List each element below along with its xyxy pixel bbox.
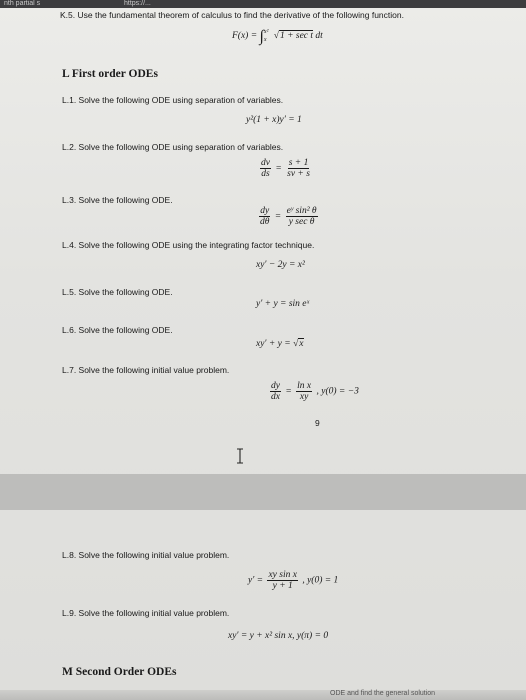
l8-prompt: L.8. Solve the following initial value problem. bbox=[62, 550, 230, 560]
l3-lhs-fraction bbox=[259, 206, 270, 227]
sqrt-icon: √ bbox=[293, 339, 299, 349]
l1-equation: y²(1 + x)y′ = 1 bbox=[246, 115, 302, 125]
top-strip bbox=[0, 0, 526, 8]
k5-eq-lhs: F(x) = bbox=[232, 31, 258, 42]
k5-equation bbox=[232, 28, 323, 46]
k5-prompt: K.5. Use the fundamental theorem of calculus to find the derivative of the following function. bbox=[60, 10, 404, 20]
l8-lhs: y′ = bbox=[248, 575, 264, 586]
l2-rhs-den: sv + s bbox=[287, 169, 310, 179]
l8-rhs-num: xy sin x bbox=[268, 570, 297, 580]
page-gap bbox=[0, 474, 526, 510]
l3-prompt: L.3. Solve the following ODE. bbox=[62, 195, 173, 205]
l7-rhs-den: xy bbox=[299, 392, 309, 402]
l3-equation: $\frac{dy}{d\theta}$ = $\frac{\text{eʸ sin² θ}}{\text{y sec θ}}$ bbox=[260, 206, 317, 227]
l4-equation: xy′ − 2y = x² bbox=[256, 260, 305, 270]
l3-lhs-den: dθ bbox=[260, 217, 270, 227]
section-l-title: L First order ODEs bbox=[62, 68, 158, 80]
l1-prompt: L.1. Solve the following ODE using separation of variables. bbox=[62, 95, 284, 105]
l3-rhs-den: y sec θ bbox=[288, 217, 315, 227]
l3-rhs-fraction bbox=[286, 206, 318, 227]
l8-rhs-den: y + 1 bbox=[272, 581, 293, 591]
l7-lhs-fraction bbox=[270, 381, 281, 402]
l7-rhs-fraction bbox=[296, 381, 312, 402]
k5-dt: dt bbox=[315, 31, 323, 42]
integral-sign-icon: ∫ bbox=[259, 28, 264, 46]
l6-eq-sqrt: x bbox=[299, 339, 304, 349]
l4-prompt: L.4. Solve the following ODE using the integrating factor technique. bbox=[62, 240, 315, 250]
sqrt-icon: √ bbox=[273, 31, 279, 42]
k5-lower-bound: x bbox=[263, 37, 267, 43]
l7-prompt: L.7. Solve the following initial value problem. bbox=[62, 365, 230, 375]
k5-integrand: 1 + sec t bbox=[279, 31, 314, 42]
k5-upper-bound: x² bbox=[263, 29, 269, 35]
l3-rhs-num: eʸ sin² θ bbox=[286, 206, 317, 216]
bottom-strip-text: ODE and find the general solution bbox=[330, 690, 436, 697]
l7-lhs-den: dx bbox=[271, 392, 280, 402]
page-number: 9 bbox=[315, 418, 320, 428]
l9-prompt: L.9. Solve the following initial value problem. bbox=[62, 608, 230, 618]
section-m-title: M Second Order ODEs bbox=[62, 666, 177, 678]
l8-rhs-fraction bbox=[267, 570, 298, 591]
l3-lhs-num: dy bbox=[260, 206, 270, 216]
l2-lhs-den: ds bbox=[261, 169, 270, 179]
top-strip-left-text: nth partial s bbox=[4, 0, 41, 7]
l2-prompt: L.2. Solve the following ODE using separation of variables. bbox=[62, 142, 284, 152]
top-strip-mid-text: https://... bbox=[124, 0, 151, 7]
l7-equation: $\frac{dy}{dx}$ = $\frac{\text{ln x}}{xy}$ , y(0) = −3 bbox=[271, 381, 359, 402]
l6-prompt: L.6. Solve the following ODE. bbox=[62, 325, 173, 335]
l9-equation: xy′ = y + x² sin x, y(π) = 0 bbox=[228, 631, 329, 641]
l7-rhs-num: ln x bbox=[297, 381, 312, 391]
l8-equation bbox=[248, 570, 338, 591]
text-cursor-icon bbox=[236, 448, 244, 464]
l6-equation bbox=[256, 339, 304, 349]
l5-equation: y′ + y = sin eˣ bbox=[256, 299, 310, 309]
l6-eq-left: xy′ + y = bbox=[256, 339, 291, 349]
l7-lhs-num: dy bbox=[271, 381, 280, 391]
l2-lhs-fraction bbox=[260, 158, 271, 179]
l8-initial-condition: , y(0) = 1 bbox=[302, 575, 339, 586]
l2-lhs-num: dv bbox=[261, 158, 270, 168]
bottom-strip bbox=[0, 690, 526, 700]
l2-equation: $\frac{dv}{ds}$ = $\frac{s + 1}{sv + s}$ bbox=[261, 158, 310, 179]
l7-initial-condition: , y(0) = −3 bbox=[316, 386, 359, 397]
l5-prompt: L.5. Solve the following ODE. bbox=[62, 287, 173, 297]
k5-bounds bbox=[264, 28, 268, 44]
l2-rhs-fraction bbox=[286, 158, 311, 179]
l2-rhs-num: s + 1 bbox=[288, 158, 309, 168]
